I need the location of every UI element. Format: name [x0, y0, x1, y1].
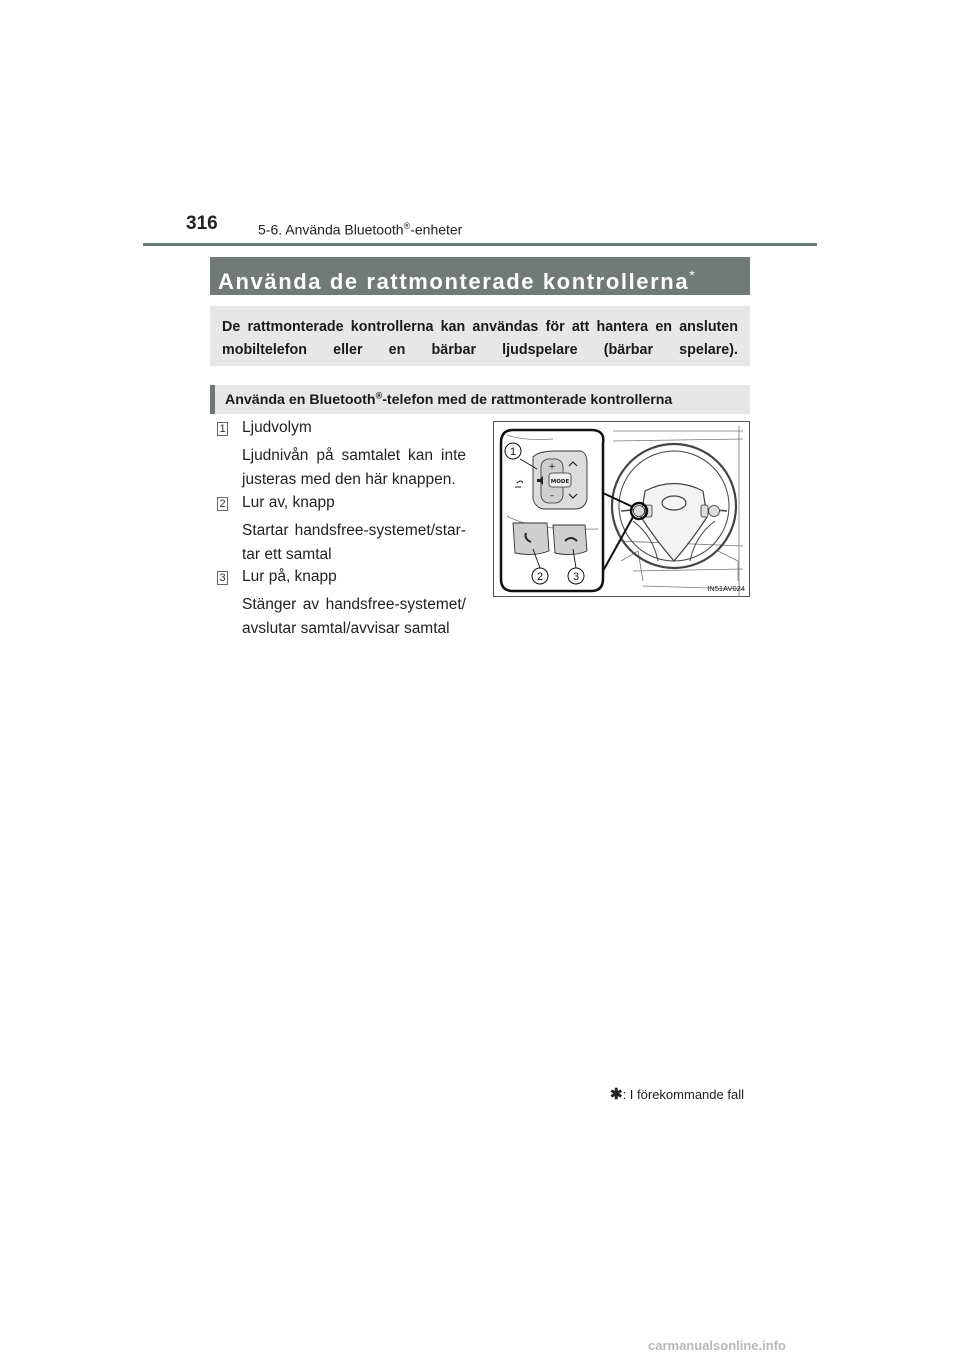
page-title-text: Använda de rattmonterade kontrollerna: [218, 269, 690, 294]
asterisk-icon: ✱: [610, 1086, 623, 1103]
subheading: [210, 385, 750, 414]
item-desc-line: avslutar samtal/avvisar samtal: [242, 620, 450, 637]
section-heading-suffix: -enheter: [410, 221, 463, 238]
item-desc-line: Ljudnivån på samtalet kan inte: [242, 447, 466, 464]
footnote-text: : I förekommande fall: [622, 1087, 744, 1102]
item-number-2: 2: [217, 497, 228, 511]
steering-controls-illustration: [493, 421, 750, 597]
item-desc-line: Startar handsfree-systemet/star-: [242, 522, 466, 539]
section-heading-prefix: 5-6. Använda Bluetooth: [258, 221, 404, 238]
item-desc-line: Stänger av handsfree-systemet/: [242, 596, 466, 613]
page-title: [210, 257, 750, 295]
subheading-prefix: Använda en Bluetooth: [225, 392, 376, 408]
item-number-3: 3: [217, 571, 228, 585]
figure-code: IN51AV024: [707, 584, 745, 593]
item-title-on-hook: Lur på, knapp: [242, 568, 337, 585]
footnote: [610, 1085, 744, 1103]
subheading-suffix: -telefon med de rattmonterade kontrollerna: [382, 392, 673, 408]
svg-text:+: +: [548, 462, 556, 472]
mode-label: MODE: [550, 479, 570, 485]
header-divider: [143, 243, 817, 246]
item-desc-line: tar ett samtal: [242, 546, 332, 563]
page-number: 316: [186, 213, 218, 234]
item-desc-off-hook: [242, 519, 466, 567]
item-title-off-hook: Lur av, knapp: [242, 494, 335, 511]
watermark: carmanualsonline.info: [648, 1338, 786, 1353]
callout-2-label: 2: [536, 571, 544, 583]
registered-mark: ®: [375, 390, 383, 401]
item-desc-volume: [242, 444, 466, 492]
optional-asterisk-icon: *: [689, 267, 695, 283]
item-number-1: 1: [217, 422, 228, 436]
steering-wheel-diagram: [493, 421, 750, 597]
item-title-volume: Ljudvolym: [242, 419, 312, 436]
callout-3-label: 3: [572, 571, 580, 583]
svg-text:–: –: [549, 491, 555, 501]
registered-mark: ®: [403, 221, 411, 231]
item-desc-line: justeras med den här knappen.: [242, 471, 456, 488]
callout-1-label: 1: [509, 446, 517, 458]
item-desc-on-hook: [242, 593, 466, 641]
intro-text: De rattmonterade kontrollerna kan användas för att hantera en ansluten mobiltelefon eller en bärbar ljudspelare (bärbar spelare).: [210, 306, 750, 366]
section-heading: [258, 221, 462, 238]
